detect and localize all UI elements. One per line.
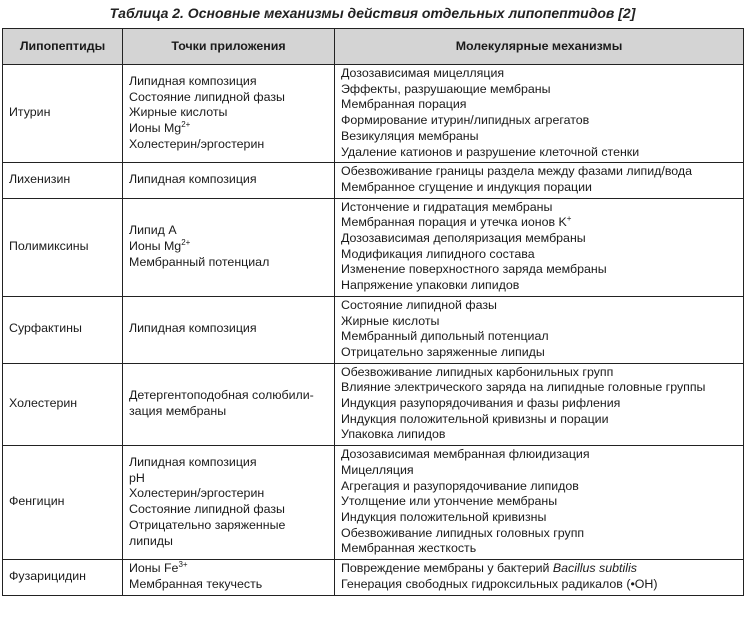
target-item xyxy=(129,561,328,577)
targets-cell xyxy=(123,296,335,363)
mechanism-item: Обезвоживание липидных карбонильных групп xyxy=(341,364,614,379)
ion-charge: + xyxy=(566,214,572,224)
mechanism-item: Формирование итурин/липидных агрегатов xyxy=(341,113,590,128)
targets-cell xyxy=(123,363,335,446)
target-item: липиды xyxy=(129,533,173,548)
mechanisms-cell xyxy=(335,363,744,446)
mechanism-item: Состояние липидной фазы xyxy=(341,297,497,312)
table-caption: Таблица 2. Основные механизмы действия отдельных липопептидов [2] xyxy=(109,5,636,21)
mechanism-item: Дозозависимая мицелляция xyxy=(341,66,505,80)
targets-cell xyxy=(123,163,335,198)
table-row xyxy=(3,65,744,163)
mechanism-item: Мембранный дипольный потенциал xyxy=(341,329,549,344)
lipopeptide-name: Итурин xyxy=(3,65,123,163)
mechanism-item: Жирные кислоты xyxy=(341,313,440,328)
mechanism-item: Дозозависимая деполяризация мембраны xyxy=(341,231,586,246)
mechanism-item: Генерация свободных гидроксильных радикалов (•OH) xyxy=(341,576,658,591)
lipopeptide-table xyxy=(2,28,744,596)
mechanism-item: Напряжение упаковки липидов xyxy=(341,278,520,293)
lipopeptide-name: Холестерин xyxy=(3,363,123,446)
mechanisms-cell xyxy=(335,65,744,163)
species-name: Bacillus subtilis xyxy=(552,561,637,576)
target-item: Липидная композиция xyxy=(129,321,257,336)
target-item xyxy=(129,121,328,137)
target-item: Детергентоподобная солюбили- xyxy=(129,388,314,403)
target-item: Липидная композиция xyxy=(129,455,257,470)
ion-label: Ионы Mg xyxy=(129,238,182,253)
lipopeptide-name: Полимиксины xyxy=(3,198,123,296)
target-item: Мембранная текучесть xyxy=(129,576,263,591)
mechanism-item: Отрицательно заряженные липиды xyxy=(341,344,545,359)
ion-label: Ионы Mg xyxy=(129,120,182,135)
mechanism-item: Упаковка липидов xyxy=(341,427,446,442)
mechanism-item: Утолщение или утончение мембраны xyxy=(341,494,558,509)
header-targets: Точки приложения xyxy=(123,29,335,65)
target-item: Отрицательно заряженные xyxy=(129,517,286,532)
table-row xyxy=(3,163,744,198)
mechanism-item: Индукция положительной кривизны и порации xyxy=(341,411,609,426)
mechanism-item: Изменение поверхностного заряда мембраны xyxy=(341,262,607,277)
lipopeptide-name: Фенгицин xyxy=(3,446,123,560)
mechanism-item: Везикуляция мембраны xyxy=(341,128,479,143)
mechanism-item: Влияние электрического заряда на липидные головные группы xyxy=(341,380,706,395)
table-row xyxy=(3,560,744,595)
mechanism-item: Мембранное сгущение и индукция порации xyxy=(341,179,592,194)
mechanism-item: Эффекты, разрушающие мембраны xyxy=(341,81,551,96)
mechanism-item: Мицелляция xyxy=(341,462,414,477)
header-row xyxy=(3,29,744,65)
ion-label: Ионы Fe xyxy=(129,561,179,576)
targets-cell xyxy=(123,446,335,560)
target-item: Холестерин/эргостерин xyxy=(129,136,265,151)
targets-cell xyxy=(123,198,335,296)
mechanism-item xyxy=(341,215,737,231)
mechanism-item: Истончение и гидратация мембраны xyxy=(341,199,553,214)
mechanisms-cell xyxy=(335,560,744,595)
target-item: Липидная композиция xyxy=(129,172,257,187)
target-item: Мембранный потенциал xyxy=(129,254,270,269)
target-item: Жирные кислоты xyxy=(129,105,228,120)
header-mechanisms: Молекулярные механизмы xyxy=(335,29,744,65)
target-item xyxy=(129,239,328,255)
mechanism-item: Обезвоживание липидных головных групп xyxy=(341,525,585,540)
lipopeptide-name: Сурфактины xyxy=(3,296,123,363)
mechanism-item: Агрегация и разупорядочивание липидов xyxy=(341,478,579,493)
target-item: Липидная композиция xyxy=(129,73,257,88)
header-lipopeptides: Липопептиды xyxy=(3,29,123,65)
table-row xyxy=(3,446,744,560)
mechanism-item: Индукция разупорядочивания и фазы рифления xyxy=(341,396,621,411)
target-item: pH xyxy=(129,470,145,485)
lipopeptide-name: Фузарицидин xyxy=(3,560,123,595)
mechanism-item: Дозозависимая мембранная флюидизация xyxy=(341,447,590,462)
table-row xyxy=(3,198,744,296)
target-item: зация мембраны xyxy=(129,403,227,418)
table-row xyxy=(3,363,744,446)
mechanisms-cell xyxy=(335,446,744,560)
mechanism-item: Мембранная порация xyxy=(341,97,467,112)
mechanism-item: Модификация липидного состава xyxy=(341,246,535,261)
mechanisms-cell xyxy=(335,163,744,198)
mechanism-text: Мембранная порация и утечка ионов K xyxy=(341,215,567,230)
targets-cell xyxy=(123,65,335,163)
mechanism-item: Мембранная жесткость xyxy=(341,541,477,556)
mechanism-item xyxy=(341,561,737,577)
mechanism-item: Обезвоживание границы раздела между фазами липид/вода xyxy=(341,164,693,179)
target-item: Состояние липидной фазы xyxy=(129,502,285,517)
ion-charge: 2+ xyxy=(181,119,191,129)
targets-cell xyxy=(123,560,335,595)
mechanisms-cell xyxy=(335,198,744,296)
ion-charge: 3+ xyxy=(178,560,188,570)
ion-charge: 2+ xyxy=(181,237,191,247)
target-item: Липид А xyxy=(129,223,177,238)
mechanism-text: Повреждение мембраны у бактерий xyxy=(341,561,553,576)
table-row xyxy=(3,296,744,363)
mechanism-item: Индукция положительной кривизны xyxy=(341,509,547,524)
mechanisms-cell xyxy=(335,296,744,363)
mechanism-item: Удаление катионов и разрушение клеточной стенки xyxy=(341,144,640,159)
lipopeptide-name: Лихенизин xyxy=(3,163,123,198)
target-item: Состояние липидной фазы xyxy=(129,89,285,104)
target-item: Холестерин/эргостерин xyxy=(129,486,265,501)
